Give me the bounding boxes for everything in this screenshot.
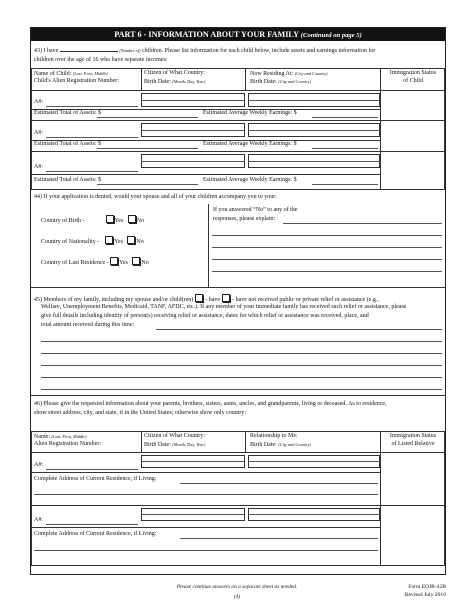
col-citizen: Citizen of What Country: (144, 70, 206, 76)
child2-assets-label: Estimated Total of Assets: $ (34, 141, 102, 147)
q45-line4: total amount received during this time: (41, 322, 135, 328)
nationality-no-checkbox[interactable] (127, 236, 135, 244)
residence-no-checkbox[interactable] (132, 257, 140, 265)
child2-a-label: A#: (34, 130, 43, 136)
q46-line2: show street address, city, and state, if in the United States; otherwise show only country: (34, 410, 247, 416)
q44-explain-line[interactable] (212, 271, 442, 272)
col-name-child: Name of Child: (Last, First, Middle) (34, 71, 108, 77)
child2-assets-field[interactable] (97, 148, 198, 149)
birth-yes-checkbox[interactable] (106, 215, 114, 223)
q44-explain-line[interactable] (212, 235, 442, 236)
child1-earnings-field[interactable] (312, 117, 378, 118)
q45-answer-line[interactable] (41, 389, 442, 390)
col-status-2: of Child (403, 78, 423, 84)
child1-a-field[interactable] (46, 106, 138, 107)
q45-answer-line[interactable] (41, 377, 442, 378)
page-number: (4) (233, 594, 241, 600)
section-header (31, 28, 445, 41)
rel-col-status-2: of Listed Relative (391, 441, 435, 447)
col-residing: Now Residing At: (City and Country) (250, 71, 328, 77)
q45-line1: 45) Members of my family, including my spouse and/or child(ren) - have - have not received public or private relief or assistance (e.g., (34, 294, 379, 305)
form-number: Form EOIR-42B (408, 584, 446, 590)
rel-col-a-number: Alien Registration Number: (34, 441, 101, 447)
q44-explain-2: responses, please explain: (213, 216, 276, 222)
q46-line1: 46) Please give the requested information about your parents, brothers, sisters, aunts, uncles, and grandparents, living or deceased. As to residence, (34, 401, 387, 407)
col-birth-date: Birth Date: (Month, Day, Year) (144, 79, 206, 85)
rel-col-birth-date: Birth Date: (Month, Day, Year) (144, 442, 206, 448)
q44-row-birth: Country of Birth - Yes No (41, 215, 144, 226)
rel2-address-line[interactable] (34, 550, 378, 551)
footer-note: Please continue answers on a separate sheet as needed. (176, 584, 298, 590)
col-child-a-number: Child's Alien Registration Number: (34, 78, 119, 84)
child2-a-field[interactable] (46, 137, 138, 138)
child1-a-label: A#: (34, 99, 43, 105)
rel1-address-label: Complete Address of Current Residence, if Living: (34, 476, 157, 482)
q45-answer-line[interactable] (41, 353, 442, 354)
col-status-1: Immigration Status (389, 70, 437, 76)
q44-question: 44) If your application is denied, would your spouse and all of your children accompany you to your: (34, 194, 277, 200)
child3-a-label: A#: (34, 164, 43, 170)
have-not-checkbox[interactable] (222, 294, 230, 302)
q44-explain-line[interactable] (212, 247, 442, 248)
q44-explain-field[interactable] (283, 223, 442, 224)
rel-col-citizen: Citizen of What Country: (144, 433, 206, 439)
rel-col-name: Name: (Last, First, Middle) (34, 434, 87, 440)
revised-date: Revised July 2016 (404, 592, 446, 598)
child3-earnings-field[interactable] (312, 184, 378, 185)
nationality-yes-checkbox[interactable] (105, 236, 113, 244)
rel2-a-label: A#: (34, 517, 43, 523)
rel-col-relationship: Relationship to Me: (250, 433, 298, 439)
rel1-a-label: A#: (34, 462, 43, 468)
have-checkbox[interactable] (195, 294, 203, 302)
residence-yes-checkbox[interactable] (110, 257, 118, 265)
q45-answer-line[interactable] (41, 341, 442, 342)
child3-a-field[interactable] (46, 171, 138, 172)
rel2-address-field[interactable] (180, 538, 378, 539)
rel1-a-field[interactable] (46, 469, 138, 470)
child1-assets-field[interactable] (97, 117, 198, 118)
q45-answer-line[interactable] (41, 365, 442, 366)
q45-line3: give full details including identity of person(s) receiving relief or assistance, dates for which relief or assistance was received, place, and (41, 313, 369, 319)
section-title: PART 6 - INFORMATION ABOUT YOUR FAMILY (114, 30, 299, 39)
q45-line2: Welfare, Unemployment Benefits, Medicaid, TANF, AFDC, etc.). If any member of your immediate family has received such relief or assistance, please (41, 304, 407, 310)
rel-col-status-1: Immigration Status (389, 433, 437, 439)
q44-explain-1: If you answered “No” to any of the (213, 207, 298, 213)
birth-no-checkbox[interactable] (128, 215, 136, 223)
child3-assets-label: Estimated Total of Assets: $ (34, 177, 102, 183)
rel1-address-field[interactable] (180, 483, 378, 484)
q44-row-nationality: Country of Nationality - Yes No (41, 236, 144, 247)
children-count-field[interactable] (60, 46, 118, 52)
rel1-address-line[interactable] (34, 494, 378, 495)
q43-line2: children over the age of 16 who have separate incomes: (34, 57, 168, 63)
child3-assets-field[interactable] (97, 184, 198, 185)
child3-earnings-label: Estimated Average Weekly Earnings: $ (203, 177, 297, 183)
rel2-a-field[interactable] (46, 524, 138, 525)
q44-explain-line[interactable] (212, 259, 442, 260)
q44-row-residence: Country of Last Residence - Yes No (41, 257, 149, 268)
q43-line1: 43) I have (Number of) children. Please list information for each child below, include assets and earnings information for (34, 48, 376, 54)
child1-earnings-label: Estimated Average Weekly Earnings: $ (203, 110, 297, 116)
child1-assets-label: Estimated Total of Assets: $ (34, 110, 102, 116)
q45-answer-field[interactable] (156, 329, 442, 330)
rel-col-birth-place: Birth Date: (City and Country) (250, 442, 312, 448)
child2-earnings-label: Estimated Average Weekly Earnings: $ (203, 141, 297, 147)
col-birth-place: Birth Date: (City and Country) (250, 79, 312, 85)
rel2-address-label: Complete Address of Current Residence, if Living: (34, 531, 157, 537)
section-continued: (Continued on page 5) (300, 32, 362, 39)
child2-earnings-field[interactable] (312, 148, 378, 149)
